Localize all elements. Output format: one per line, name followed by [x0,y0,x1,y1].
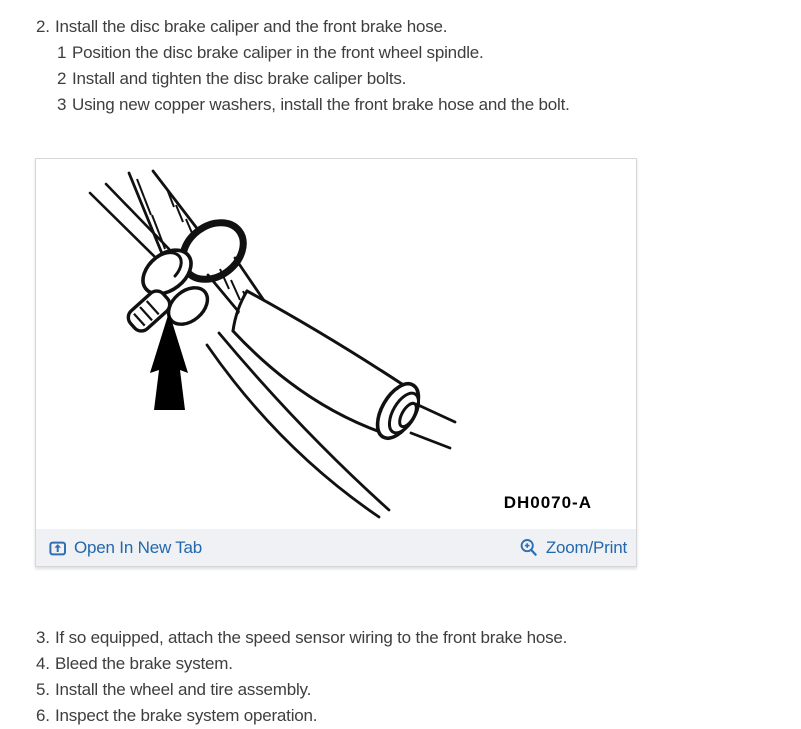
zoom-in-magnifier-icon [519,538,539,558]
substep-number: 1 [57,43,67,62]
open-in-new-tab-link[interactable] [49,538,202,558]
hose-edge [153,171,199,231]
substep-text: Using new copper washers, install the front brake hose and the bolt. [72,95,570,114]
step-number: 6. [36,706,50,725]
top-instructions [0,0,801,118]
instruction-substep [36,92,801,118]
zoom-print-label: Zoom/Print [545,537,627,557]
pointer-arrow [150,312,188,410]
step-number: 4. [36,654,50,673]
step-text: Install the wheel and tire assembly. [55,680,312,699]
step-text: Inspect the brake system operation. [55,706,318,725]
figure-toolbar [36,529,636,566]
tube-line [416,404,455,422]
step-text: Install the disc brake caliper and the front brake hose. [55,17,448,36]
instruction-step [36,625,801,651]
substep-text: Position the disc brake caliper in the front wheel spindle. [72,43,484,62]
instruction-substep [36,40,801,66]
step-text: Bleed the brake system. [55,654,233,673]
open-in-new-tab-label: Open In New Tab [74,537,203,557]
substep-number: 2 [57,69,67,88]
bottom-instructions [0,625,801,729]
step-number: 5. [36,680,50,699]
step-number: 3. [36,628,50,647]
instruction-step [36,14,801,40]
instruction-step [36,703,801,729]
open-in-new-tab-icon [49,539,67,556]
figure-label: DH0070-A [503,493,592,512]
zoom-print-link[interactable] [519,538,627,558]
instruction-step [36,651,801,677]
figure-image[interactable] [36,159,636,529]
figure-card [35,158,637,567]
substep-text: Install and tighten the disc brake caliper bolts. [72,69,407,88]
tube-line [411,433,450,448]
substep-number: 3 [57,95,67,114]
instruction-step [36,677,801,703]
step-text: If so equipped, attach the speed sensor wiring to the front brake hose. [55,628,568,647]
instruction-substep [36,66,801,92]
brake-hose-illustration [36,159,636,529]
step-number: 2. [36,17,50,36]
